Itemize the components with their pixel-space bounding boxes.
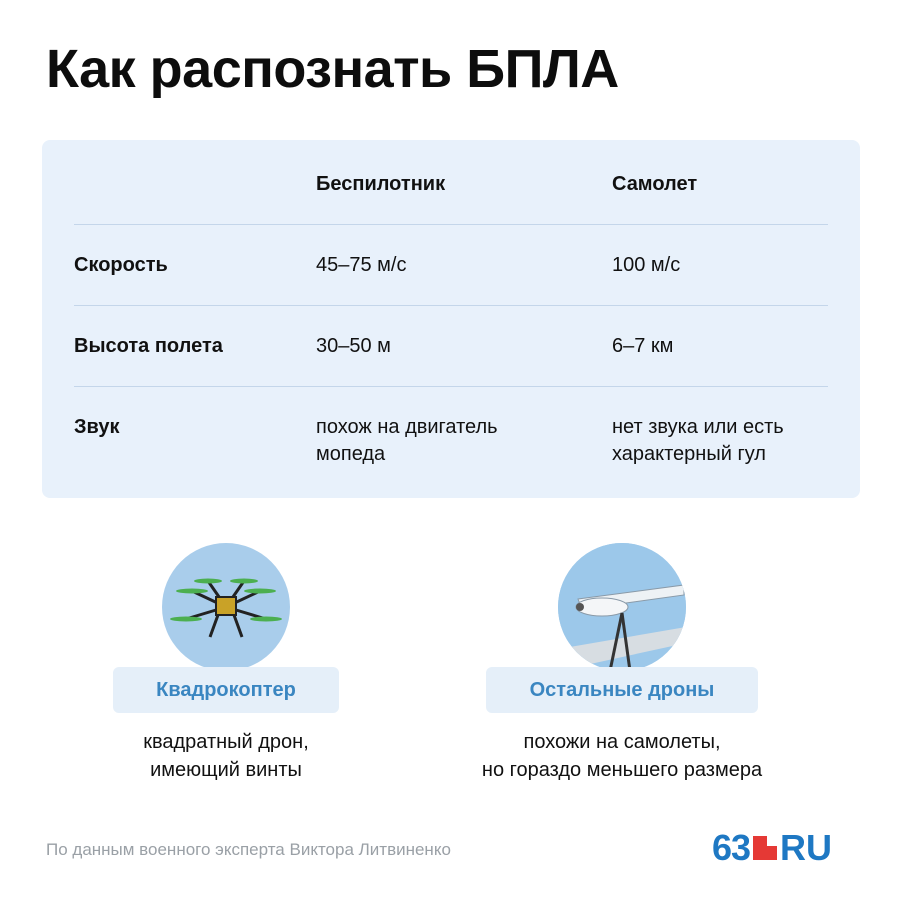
divider — [74, 305, 828, 306]
page-title: Как распознать БПЛА — [46, 39, 619, 99]
row-label: Звук — [74, 416, 120, 438]
fixed-wing-drone-icon — [558, 543, 686, 671]
quadcopter-desc-line: имеющий винты — [150, 759, 302, 781]
header-drone: Беспилотник — [316, 173, 446, 195]
other-drones-description — [427, 728, 817, 784]
quadcopter-description — [76, 728, 376, 784]
quadcopter-icon — [162, 543, 290, 671]
row-label: Скорость — [74, 254, 168, 276]
logo-number: 63 — [712, 827, 751, 868]
logo-square-icon — [753, 836, 777, 860]
plane-value: нет звука или есть характерный гул — [612, 416, 784, 465]
other-drones-desc-line: похожи на самолеты, — [523, 731, 721, 753]
source-note: По данным военного эксперта Виктора Литвиненко — [46, 840, 451, 859]
site-logo — [712, 826, 832, 870]
other-drones-desc-line: но гораздо меньшего размера — [481, 759, 763, 781]
quadcopter-desc-line: квадратный дрон, — [143, 731, 309, 753]
logo-suffix: RU — [780, 827, 833, 868]
row-label: Высота полета — [74, 335, 223, 357]
header-plane: Самолет — [612, 173, 698, 195]
other-drones-label: Остальные дроны — [486, 667, 758, 713]
plane-value: 6–7 км — [612, 335, 674, 357]
divider — [74, 224, 828, 225]
drone-value: похож на двигатель мопеда — [316, 416, 498, 465]
drone-value: 45–75 м/с — [316, 254, 407, 276]
quadcopter-label: Квадрокоптер — [113, 667, 339, 713]
plane-value: 100 м/с — [612, 254, 681, 276]
divider — [74, 386, 828, 387]
drone-value: 30–50 м — [316, 335, 391, 357]
comparison-table — [42, 140, 860, 498]
